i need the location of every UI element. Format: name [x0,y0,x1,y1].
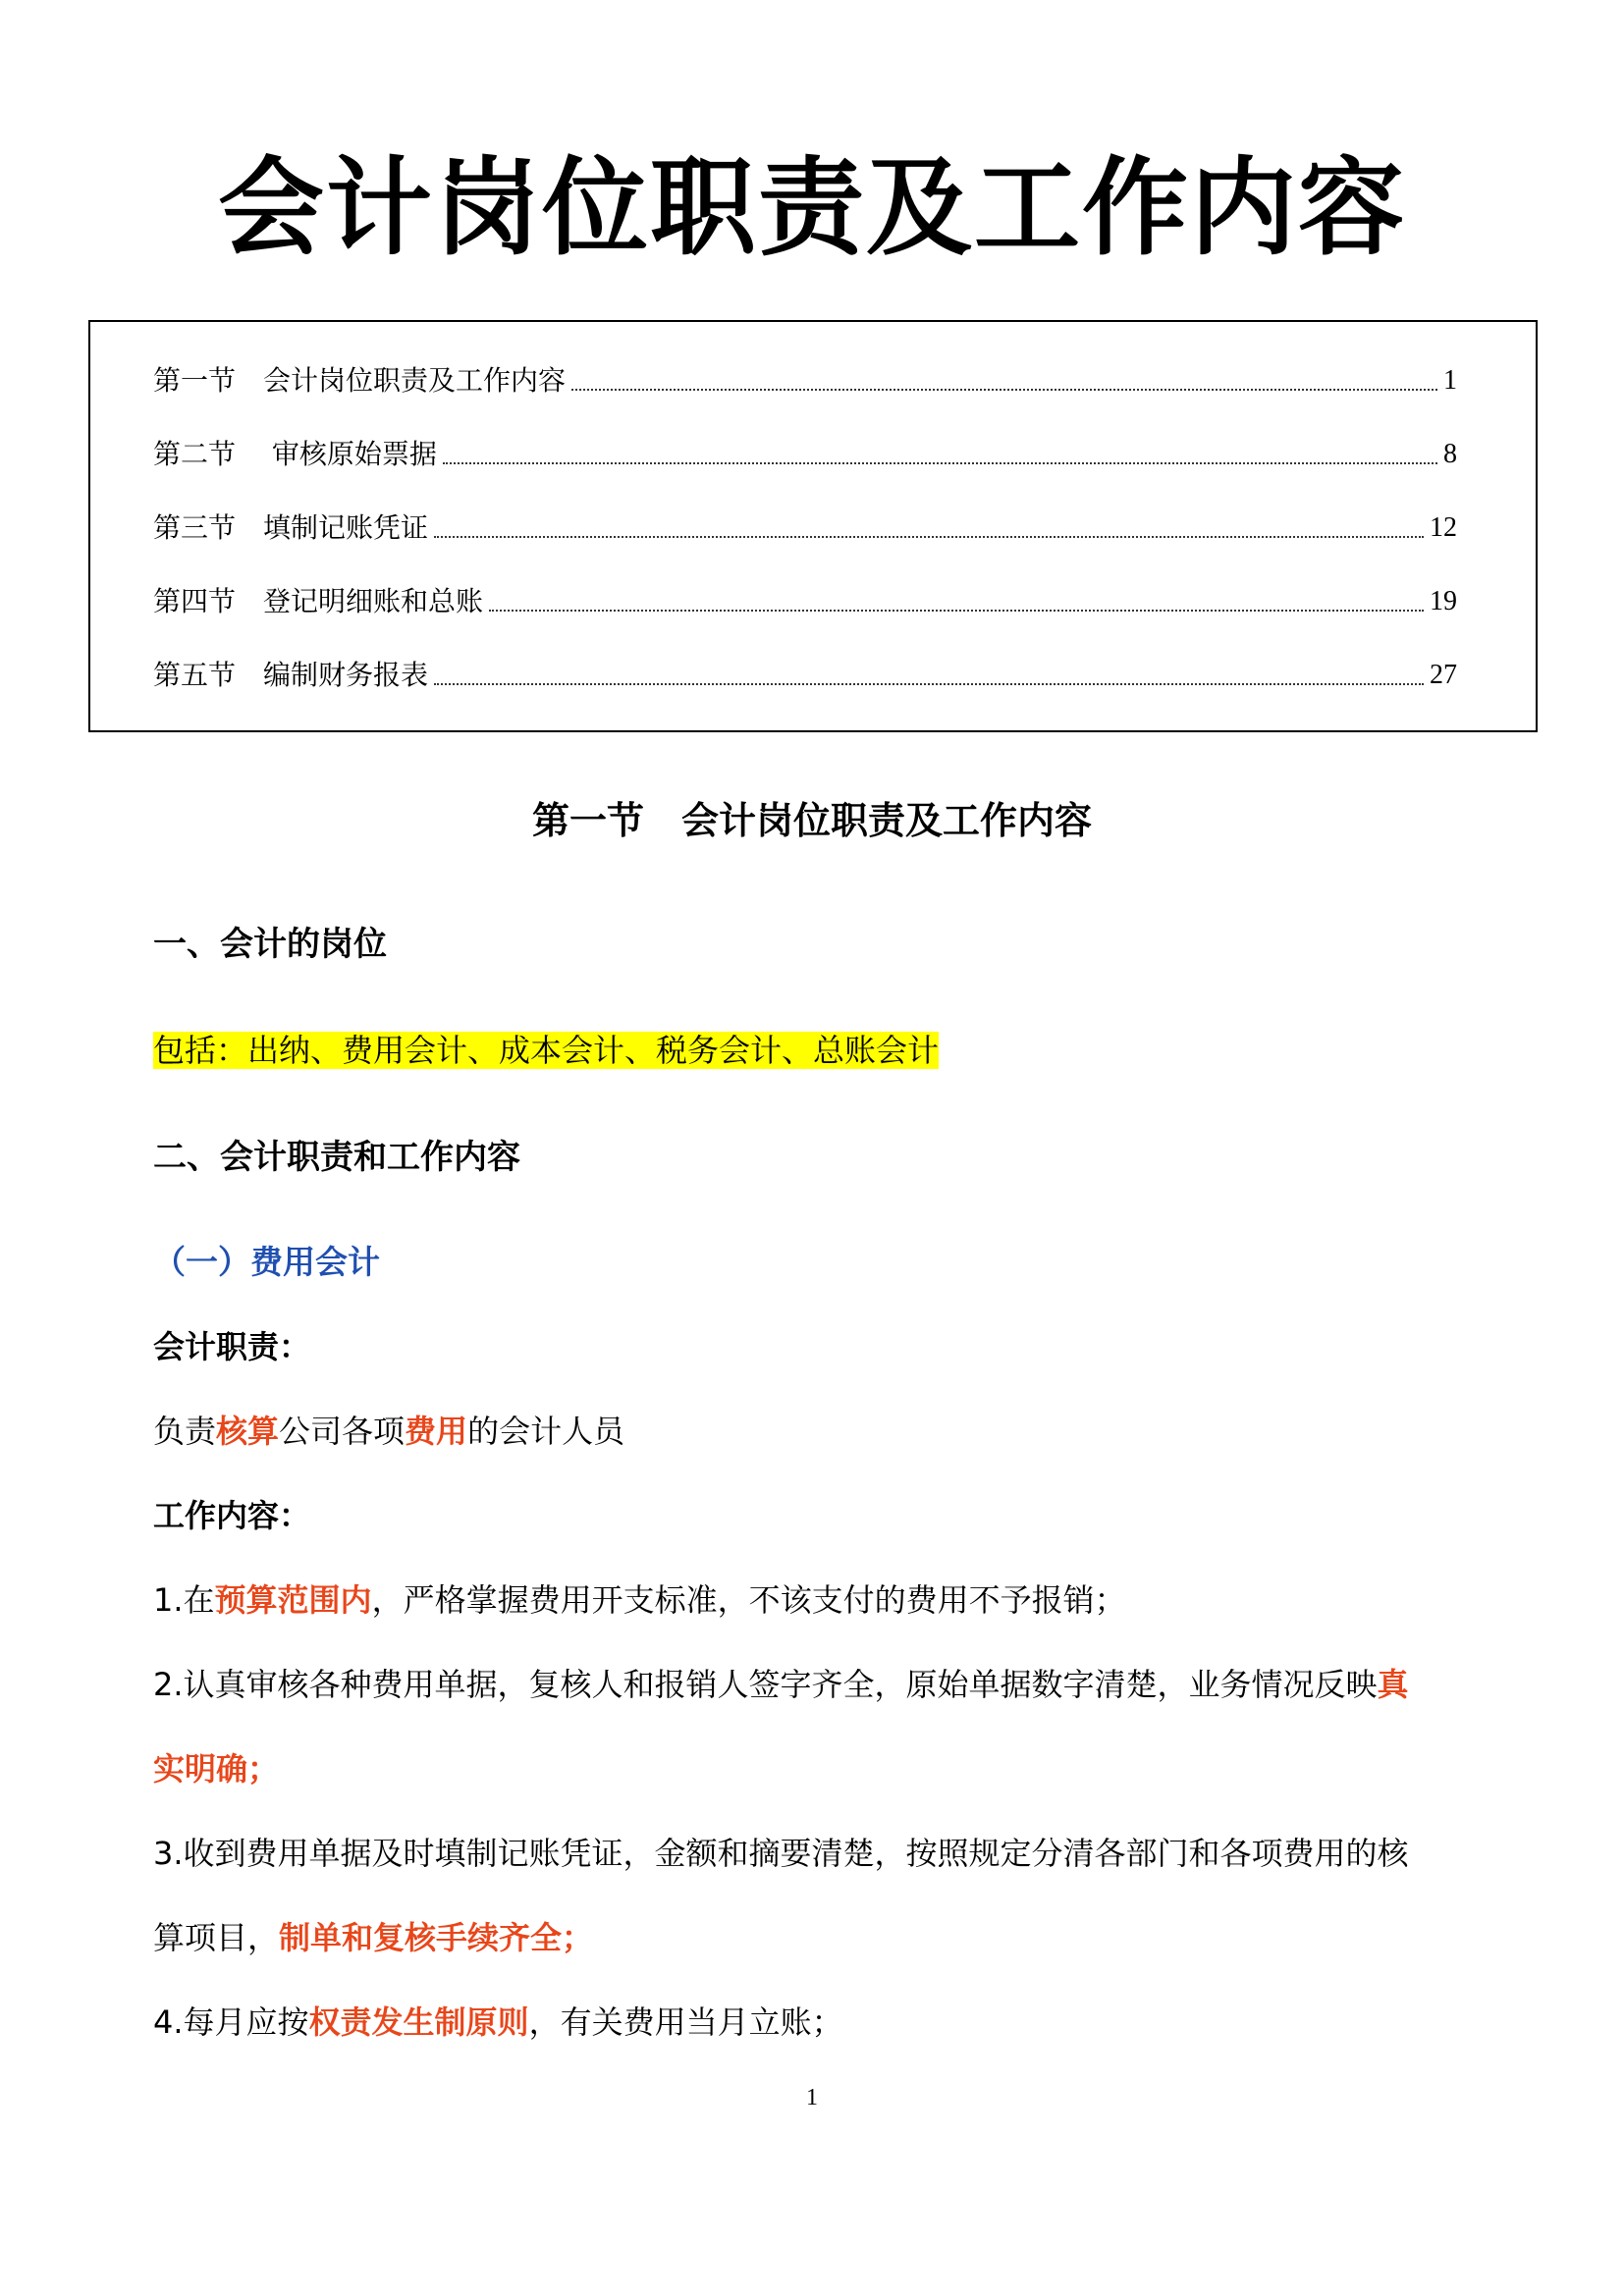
toc-entry-label: 第五节 编制财务报表 [153,659,429,691]
toc-entry-page: 12 [1430,512,1457,543]
highlighted-text: 包括：出纳、费用会计、成本会计、税务会计、总账会计 [153,1032,940,1069]
emphasis-text: 实明确； [153,1750,280,1788]
toc-dot-leader [489,610,1424,612]
work-label: 工作内容： [153,1497,311,1534]
item-text: ，严格掌握费用开支标准，不该支付的费用不予报销； [371,1581,1126,1619]
toc-entry-label: 第四节 登记明细账和总账 [153,585,484,617]
duty-text [153,1408,1479,1455]
positions-paragraph [153,1027,1479,1074]
emphasis-text: 费用 [405,1413,468,1450]
toc-dot-leader [434,536,1424,538]
toc-dot-leader [443,462,1437,464]
work-item-2-line1 [153,1661,1479,1708]
duty-text-part: 负责 [153,1413,217,1450]
part2-heading: 二、会计职责和工作内容 [153,1138,520,1177]
toc-entry-label: 第三节 填制记账凭证 [153,511,429,544]
duty-label: 会计职责： [153,1328,311,1365]
work-item-3-line1 [153,1830,1479,1877]
toc-dot-leader [571,389,1437,391]
emphasis-text: 真 [1377,1666,1409,1703]
toc-entry[interactable] [153,508,1457,548]
work-item-2-line2 [153,1745,1479,1792]
emphasis-text: 制单和复核手续齐全； [279,1919,594,1956]
work-item-3-line2 [153,1914,1479,1961]
toc-entry-page: 27 [1430,660,1457,690]
duty-text-part: 公司各项 [279,1413,406,1450]
section-heading: 第一节 会计岗位职责及工作内容 [531,799,1092,842]
toc-entry[interactable] [153,656,1457,695]
item-text: 算项目， [153,1919,280,1956]
toc-entry[interactable] [153,435,1457,474]
toc-entry-page: 8 [1443,439,1457,469]
subsection-heading: （一）费用会计 [153,1243,380,1281]
item-text: 3.收到费用单据及时填制记账凭证，金额和摘要清楚，按照规定分清各部门和各项费用的核 [153,1835,1409,1872]
toc-entry[interactable] [153,582,1457,621]
page-number: 1 [806,2085,818,2110]
table-of-contents [88,320,1538,732]
emphasis-text: 核算 [216,1413,280,1450]
part1-heading: 一、会计的岗位 [153,925,387,964]
item-text: 2.认真审核各种费用单据，复核人和报销人签字齐全，原始单据数字清楚，业务情况反映 [153,1666,1378,1703]
toc-dot-leader [434,683,1424,685]
work-item-4 [153,1999,1479,2046]
work-item-1 [153,1576,1479,1624]
toc-entry-label: 第一节 会计岗位职责及工作内容 [153,364,567,397]
toc-entry-page: 1 [1443,365,1457,396]
emphasis-text: 权责发生制原则 [308,2003,529,2041]
toc-entry[interactable] [153,361,1457,400]
item-text: 1.在 [153,1581,215,1619]
document-title: 会计岗位职责及工作内容 [217,147,1406,270]
item-text: ，有关费用当月立账； [528,2003,843,2041]
toc-entry-page: 19 [1430,586,1457,616]
duty-text-part: 的会计人员 [467,1413,625,1450]
toc-entry-label: 第二节 审核原始票据 [153,438,437,470]
emphasis-text: 预算范围内 [214,1581,372,1619]
item-text: 4.每月应按 [153,2003,309,2041]
